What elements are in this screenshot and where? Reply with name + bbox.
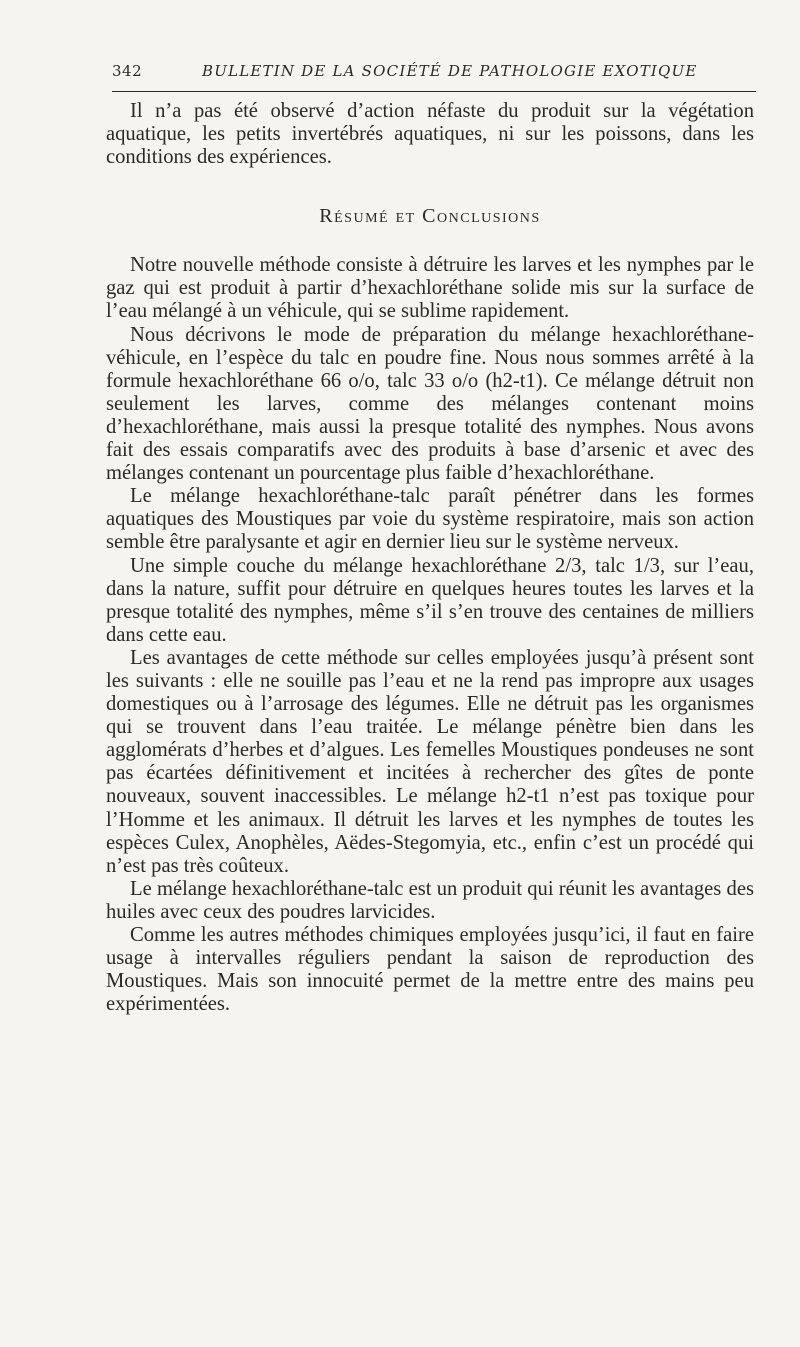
summary-paragraph-7: Comme les autres méthodes chimiques employées jusqu’ici, il faut en faire usage à intervalles réguliers pendant la saison de reproduction des Moustiques. Mais son innocuité permet de la mettre entre des mains peu expérimentées. [106, 924, 754, 1016]
page-number: 342 [112, 62, 143, 80]
running-title: BULLETIN DE LA SOCIÉTÉ DE PATHOLOGIE EXOTIQUE [202, 62, 698, 80]
summary-paragraph-2: Nous décrivons le mode de préparation du mélange hexachloréthane-véhicule, en l’espèce du talc en poudre fine. Nous nous sommes arrêté à la formule hexachloréthane 66 o/o, talc 33 o/o (h2-t1). Ce mélange détruit non seulement les larves, comme des mélanges contenant moins d’hexachloréthane, mais aussi la presque totalité des nymphes. Nous avons fait des essais comparatifs avec des produits à base d’arsenic et avec des mélanges contenant un pourcentage plus faible d’hexachloréthane. [106, 323, 754, 485]
summary-paragraph-3: Le mélange hexachloréthane-talc paraît pénétrer dans les formes aquatiques des Moustiques par voie du système respiratoire, mais son action semble être paralysante et agir en dernier lieu sur le système nerveux. [106, 485, 754, 554]
summary-paragraph-1: Notre nouvelle méthode consiste à détruire les larves et les nymphes par le gaz qui est produit à partir d’hexachloréthane solide mis sur la surface de l’eau mélangé à un véhicule, qui se sublime rapidement. [106, 254, 754, 323]
article-body [106, 100, 754, 1016]
running-header [112, 62, 756, 86]
section-heading: Résumé et Conclusions [319, 205, 541, 228]
header-rule [112, 91, 756, 92]
summary-paragraph-5: Les avantages de cette méthode sur celles employées jusqu’à présent sont les suivants : elle ne souille pas l’eau et ne la rend pas impropre aux usages domestiques ou à l’arrosage des légumes. Elle ne détruit pas les organismes qui se trouvent dans l’eau traitée. Le mélange pénètre bien dans les agglomérats d’herbes et d’algues. Les femelles Moustiques pondeuses ne sont pas écartées définitivement et incitées à rechercher des gîtes de ponte nouveaux, souvent inaccessibles. Le mélange h2-t1 n’est pas toxique pour l’Homme et les animaux. Il détruit les larves et les nymphes de toutes les espèces Culex, Anophèles, Aëdes-Stegomyia, etc., enfin c’est un procédé qui n’est pas très coûteux. [106, 646, 754, 877]
intro-paragraph: Il n’a pas été observé d’action néfaste du produit sur la végétation aquatique, les petits invertébrés aquatiques, ni sur les poissons, dans les conditions des expériences. [106, 100, 754, 169]
summary-paragraph-6: Le mélange hexachloréthane-talc est un produit qui réunit les avantages des huiles avec ceux des poudres larvicides. [106, 877, 754, 923]
summary-paragraph-4: Une simple couche du mélange hexachloréthane 2/3, talc 1/3, sur l’eau, dans la nature, suffit pour détruire en quelques heures toutes les larves et la presque totalité des nymphes, même s’il s’en trouve des centaines de milliers dans cette eau. [106, 554, 754, 646]
